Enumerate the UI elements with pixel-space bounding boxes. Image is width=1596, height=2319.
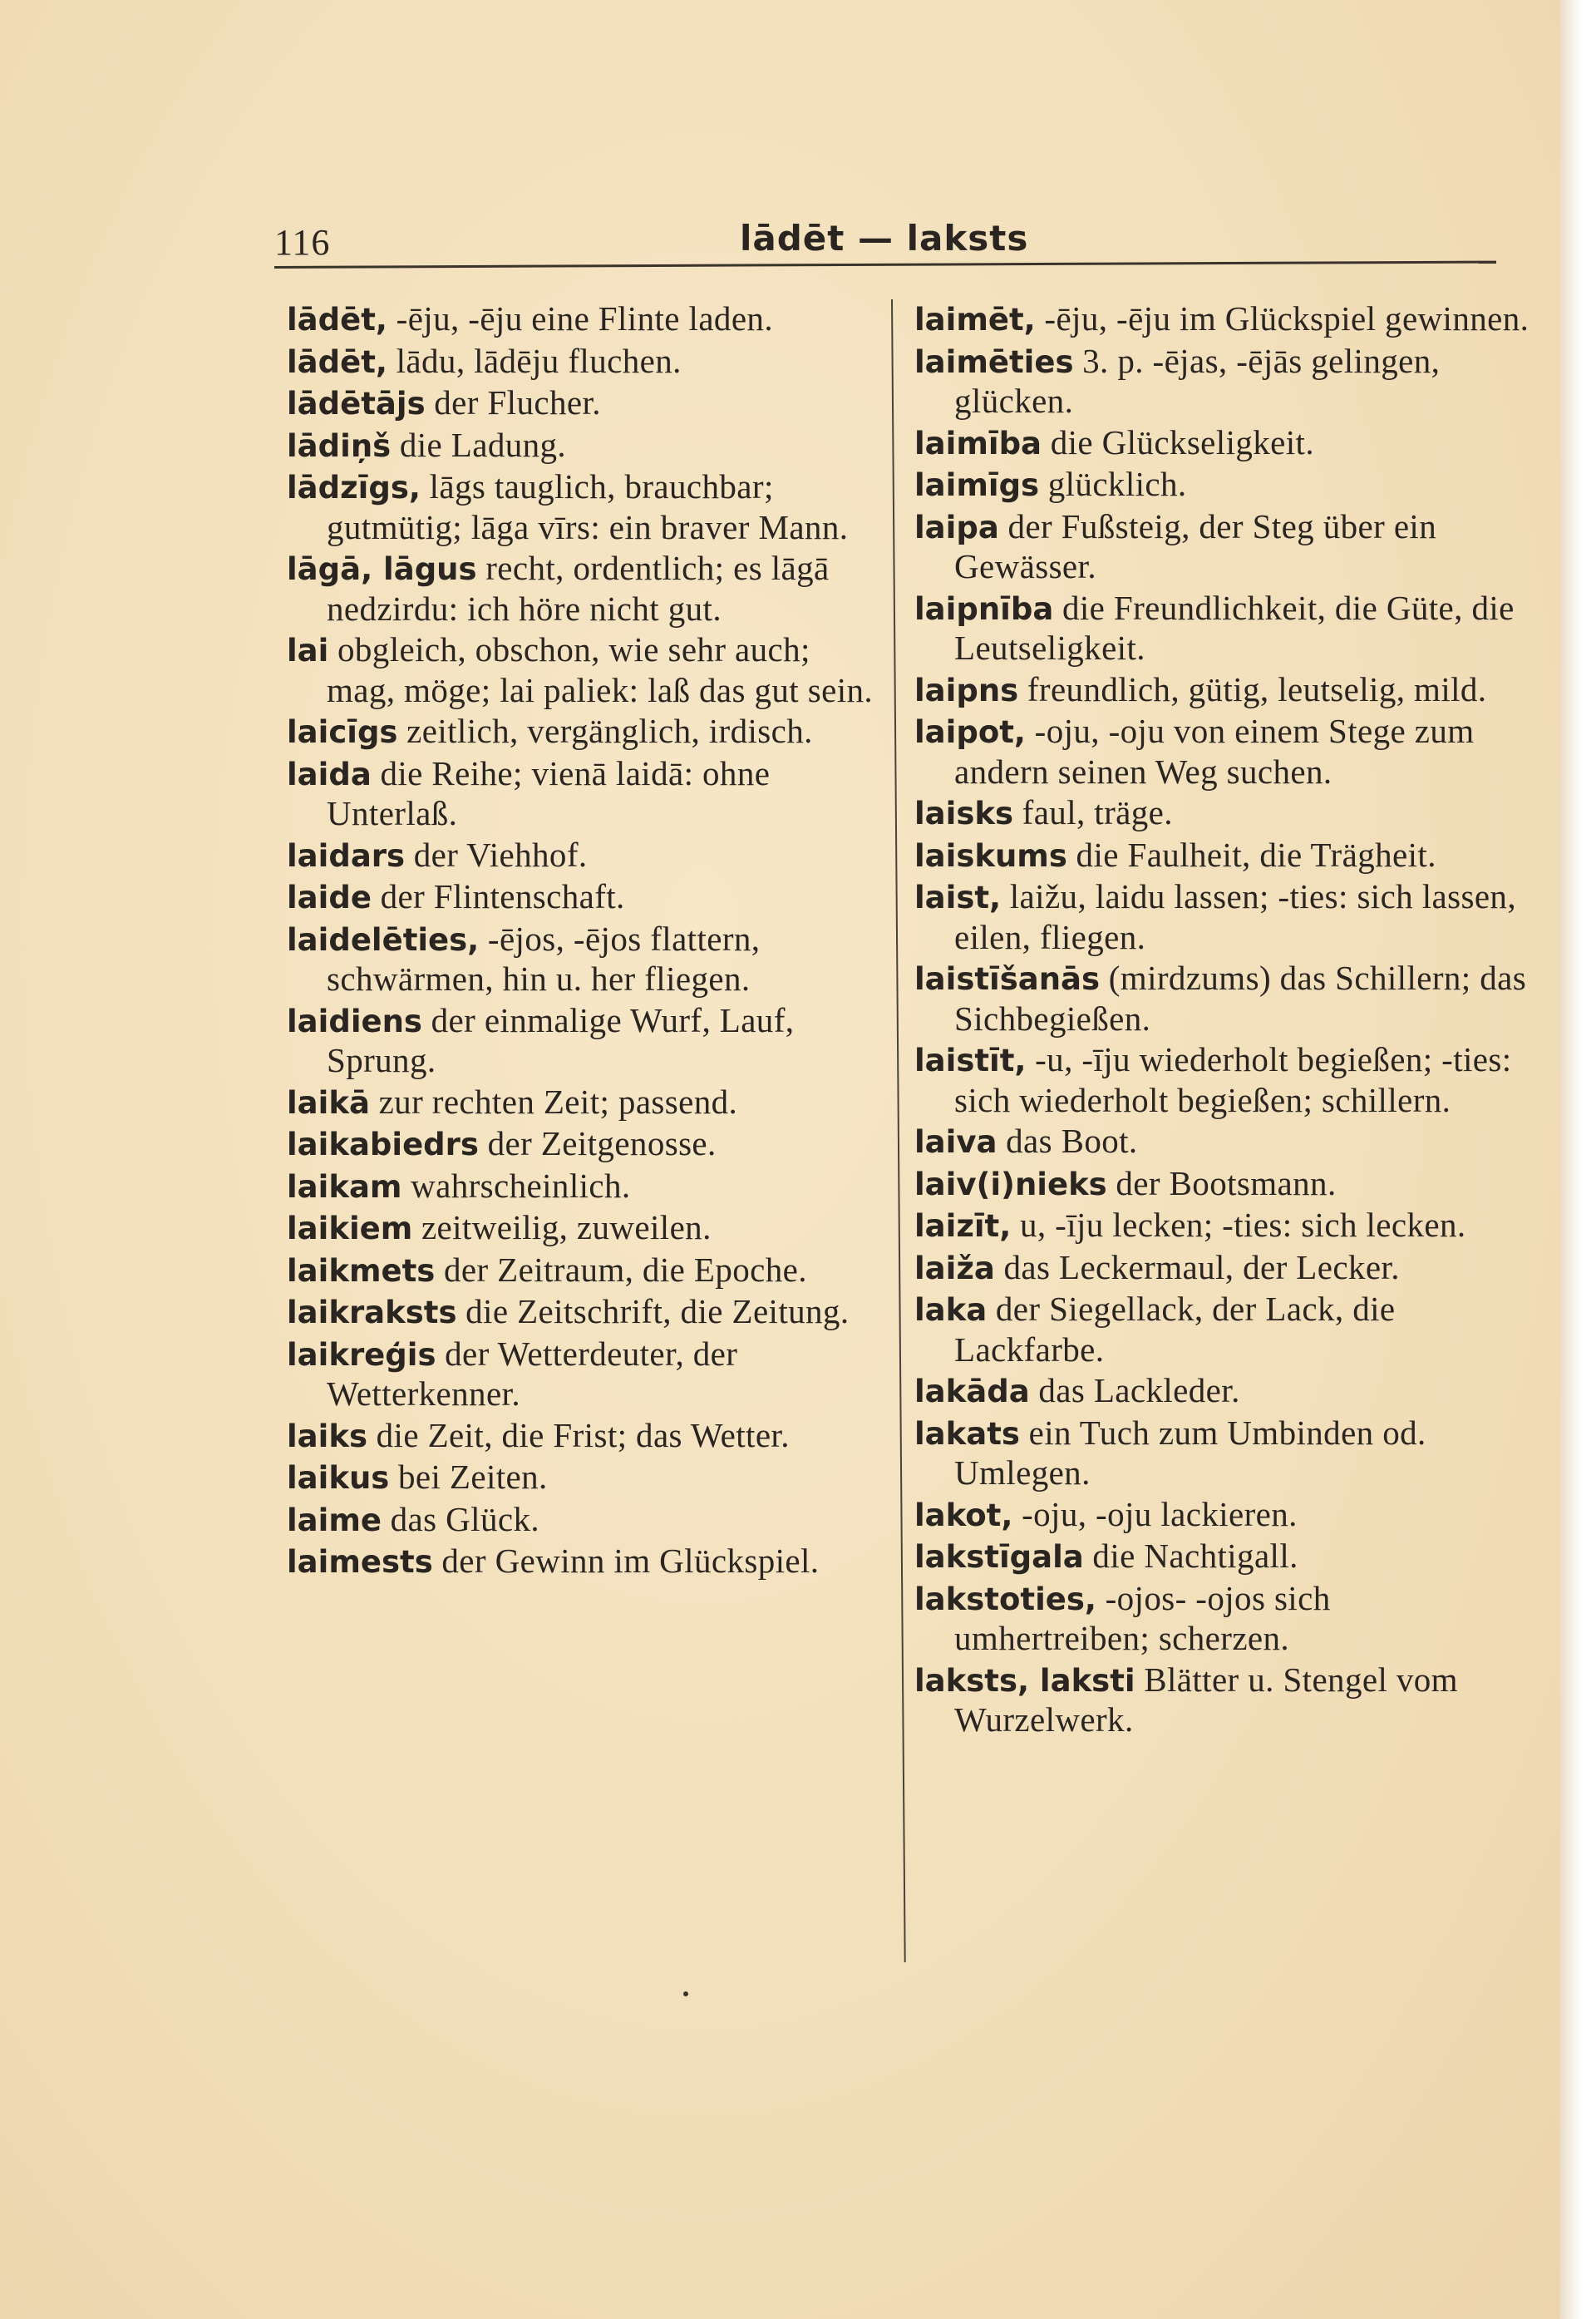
headword: laimīgs: [914, 467, 1040, 503]
dictionary-entry: [914, 1040, 1530, 1120]
dictionary-entry: [914, 299, 1530, 340]
definition: der Bootsmann.: [1116, 1163, 1337, 1202]
definition: die Ladung.: [399, 425, 567, 464]
dictionary-entry: [287, 426, 881, 466]
definition: ein Tuch zum Umbinden od. Umlegen.: [954, 1413, 1426, 1492]
dictionary-entry: [914, 1371, 1530, 1412]
headword: lakāda: [914, 1374, 1030, 1409]
dictionary-entry: [914, 1495, 1530, 1536]
definition: der Viehhof.: [413, 835, 588, 874]
dictionary-entry: [914, 1537, 1530, 1577]
dictionary-entry: [914, 670, 1530, 711]
definition: freundlich, gütig, leutselig, mild.: [1027, 669, 1487, 708]
definition: bei Zeiten.: [397, 1458, 548, 1496]
headword: laipns: [914, 672, 1019, 708]
headword: laipa: [914, 509, 999, 545]
headword: laistīšanās: [914, 961, 1101, 997]
headword: lādētājs: [287, 386, 426, 422]
definition: zur rechten Zeit; passend.: [378, 1082, 738, 1121]
definition: die Zeit, die Frist; das Wetter.: [376, 1415, 790, 1454]
dictionary-entry: [914, 423, 1530, 464]
dictionary-entry: [914, 1579, 1530, 1659]
dictionary-entry: [914, 1122, 1530, 1162]
dictionary-entry: [914, 507, 1530, 587]
headword: laksts, laksti: [914, 1662, 1135, 1699]
dictionary-entry: [914, 1164, 1530, 1205]
dictionary-entry: [914, 1290, 1530, 1369]
headword: lāgā, lāgus: [287, 551, 477, 587]
headword: laidelēties,: [287, 921, 480, 958]
definition: -oju, -oju von einem Stege zum andern seinen Weg suchen.: [954, 712, 1475, 791]
dictionary-entry: [287, 383, 881, 424]
definition: -ēju, -ēju eine Flinte laden.: [396, 299, 773, 338]
dictionary-entry: [287, 1001, 881, 1081]
definition: -ēju, -ēju im Glückspiel gewinnen.: [1044, 299, 1530, 338]
dictionary-entry: [287, 630, 881, 710]
dictionary-entry: [914, 1660, 1530, 1740]
definition: faul, träge.: [1022, 793, 1173, 831]
dictionary-entry: [287, 1083, 881, 1123]
headword: lakstīgala: [914, 1539, 1084, 1575]
definition: -oju, -oju lackieren.: [1022, 1494, 1298, 1533]
right-column: [914, 299, 1530, 1742]
dictionary-entry: [914, 836, 1530, 876]
definition: Blätter u. Stengel vom Wurzelwerk.: [954, 1660, 1458, 1739]
headword: laipnība: [914, 590, 1054, 627]
headword: lakstoties,: [914, 1581, 1096, 1617]
definition: die Reihe; vienā laidā: ohne Unterlaß.: [327, 753, 771, 832]
dictionary-entry: [914, 1414, 1530, 1493]
page-header: [274, 218, 1496, 268]
headword: laisks: [914, 796, 1013, 831]
dictionary-entry: [287, 299, 881, 340]
definition: obgleich, obschon, wie sehr auch; mag, möge; lai paliek: laß das gut sein.: [327, 630, 874, 709]
dictionary-entry: [287, 1500, 881, 1541]
dictionary-entry: [914, 342, 1530, 422]
headword: laikraksts: [287, 1295, 457, 1330]
definition: das Boot.: [1006, 1122, 1138, 1160]
definition: der Zeitraum, die Epoche.: [443, 1250, 807, 1289]
headword: laicīgs: [287, 714, 398, 750]
dictionary-entry: [914, 959, 1530, 1039]
dictionary-entry: [914, 589, 1530, 669]
headword: laimēties: [914, 343, 1074, 380]
dictionary-entry: [914, 1206, 1530, 1246]
headword: laikus: [287, 1460, 390, 1496]
dictionary-entry: [287, 877, 881, 918]
dictionary-entry: [287, 1335, 881, 1414]
dictionary-entry: [914, 877, 1530, 957]
definition: 3. p. -ējas, -ējās gelingen, glücken.: [954, 341, 1441, 420]
headword: lādiņš: [287, 427, 392, 464]
definition: die Zeitschrift, die Zeitung.: [466, 1292, 850, 1330]
headword: laidiens: [287, 1003, 422, 1039]
definition: der Zeitgenosse.: [487, 1124, 717, 1162]
definition: die Nachtigall.: [1092, 1537, 1298, 1575]
dictionary-entry: [914, 793, 1530, 834]
dictionary-entry: [914, 1248, 1530, 1289]
headword: laikabiedrs: [287, 1127, 479, 1162]
headword: laiva: [914, 1124, 998, 1160]
dictionary-entry: [914, 712, 1530, 792]
headword: laikam: [287, 1168, 402, 1205]
definition: zeitlich, vergänglich, irdisch.: [406, 712, 813, 750]
headword: laikā: [287, 1084, 370, 1121]
dictionary-entry: [287, 1416, 881, 1457]
definition: wahrscheinlich.: [411, 1166, 631, 1205]
dictionary-entry: [287, 1124, 881, 1165]
definition: das Leckermaul, der Lecker.: [1003, 1247, 1400, 1286]
headword: laikmets: [287, 1252, 436, 1289]
headword: laimests: [287, 1544, 433, 1580]
definition: der Gewinn im Glückspiel.: [441, 1542, 820, 1580]
headword: laist,: [914, 880, 1002, 915]
page-number: 116: [274, 222, 331, 263]
headword: laikiem: [287, 1211, 413, 1246]
headword: laiv(i)nieks: [914, 1166, 1107, 1202]
definition: das Lackleder.: [1038, 1371, 1240, 1409]
dictionary-entry: [287, 836, 881, 876]
headword: laistīt,: [914, 1043, 1027, 1078]
page-edge: [1559, 0, 1596, 2319]
definition: die Faulheit, die Trägheit.: [1076, 835, 1436, 874]
ink-speck: [683, 1991, 688, 1996]
left-column: [287, 299, 881, 1584]
definition: zeitweilig, zuweilen.: [421, 1208, 712, 1246]
headword: laiža: [914, 1250, 995, 1286]
dictionary-entry: [287, 1251, 881, 1291]
headword: lakot,: [914, 1497, 1013, 1533]
dictionary-entry: [287, 1167, 881, 1207]
definition: der Fußsteig, der Steg über ein Gewässer.: [954, 506, 1437, 585]
definition: recht, ordentlich; es lāgā nedzirdu: ich höre nicht gut.: [327, 549, 830, 628]
headword: laide: [287, 880, 372, 915]
definition: u, -īju lecken; -ties: sich lecken.: [1019, 1206, 1466, 1244]
definition: lādu, lādēju fluchen.: [396, 341, 682, 380]
headword: laiskums: [914, 837, 1067, 874]
dictionary-entry: [287, 1208, 881, 1249]
dictionary-entry: [287, 342, 881, 382]
dictionary-entry: [287, 1458, 881, 1498]
dictionary-entry: [287, 754, 881, 834]
headword: laimēt,: [914, 302, 1036, 338]
headword: lakats: [914, 1415, 1020, 1452]
headword: laka: [914, 1292, 988, 1328]
headword: lādzīgs,: [287, 470, 421, 506]
definition: der Wetterdeuter, der Wetterkenner.: [327, 1334, 738, 1413]
definition: -ējos, -ējos flattern, schwärmen, hin u. her fliegen.: [327, 919, 761, 998]
definition: (mirdzums) das Schillern; das Sichbegießen.: [954, 959, 1527, 1038]
running-head: lādēt — laksts: [740, 218, 1029, 259]
headword: laime: [287, 1502, 382, 1538]
headword: laimība: [914, 425, 1042, 461]
definition: glücklich.: [1047, 465, 1187, 503]
definition: die Freundlichkeit, die Güte, die Leutseligkeit.: [954, 588, 1515, 667]
headword: laida: [287, 756, 372, 792]
headword: laiks: [287, 1418, 367, 1454]
headword: lai: [287, 633, 329, 669]
definition: der Flucher.: [434, 383, 601, 422]
dictionary-entry: [287, 1542, 881, 1582]
headword: laikreģis: [287, 1336, 436, 1373]
definition: lāgs tauglich, brauchbar; gutmütig; lāga vīrs: ein braver Mann.: [327, 467, 849, 546]
definition: -ojos- -ojos sich umhertreiben; scherzen.: [954, 1578, 1331, 1657]
definition: der Siegellack, der Lack, die Lackfarbe.: [954, 1290, 1396, 1369]
dictionary-entry: [287, 1292, 881, 1333]
dictionary-entry: [287, 712, 881, 752]
headword: lādēt,: [287, 343, 387, 380]
definition: der einmalige Wurf, Lauf, Sprung.: [327, 1000, 795, 1079]
definition: laižu, laidu lassen; -ties: sich lassen, eilen, fliegen.: [954, 877, 1516, 956]
dictionary-entry: [287, 549, 881, 629]
headword: laizīt,: [914, 1208, 1012, 1244]
definition: die Glückseligkeit.: [1050, 422, 1314, 461]
headword: laidars: [287, 837, 406, 874]
dictionary-entry: [287, 467, 881, 547]
headword: lādēt,: [287, 302, 387, 338]
dictionary-entry: [914, 465, 1530, 506]
definition: das Glück.: [390, 1499, 539, 1538]
headword: laipot,: [914, 714, 1026, 750]
definition: -u, -īju wiederholt begießen; -ties: sich wiederholt begießen; schillern.: [954, 1040, 1512, 1119]
definition: der Flintenschaft.: [380, 877, 625, 915]
dictionary-entry: [287, 920, 881, 999]
